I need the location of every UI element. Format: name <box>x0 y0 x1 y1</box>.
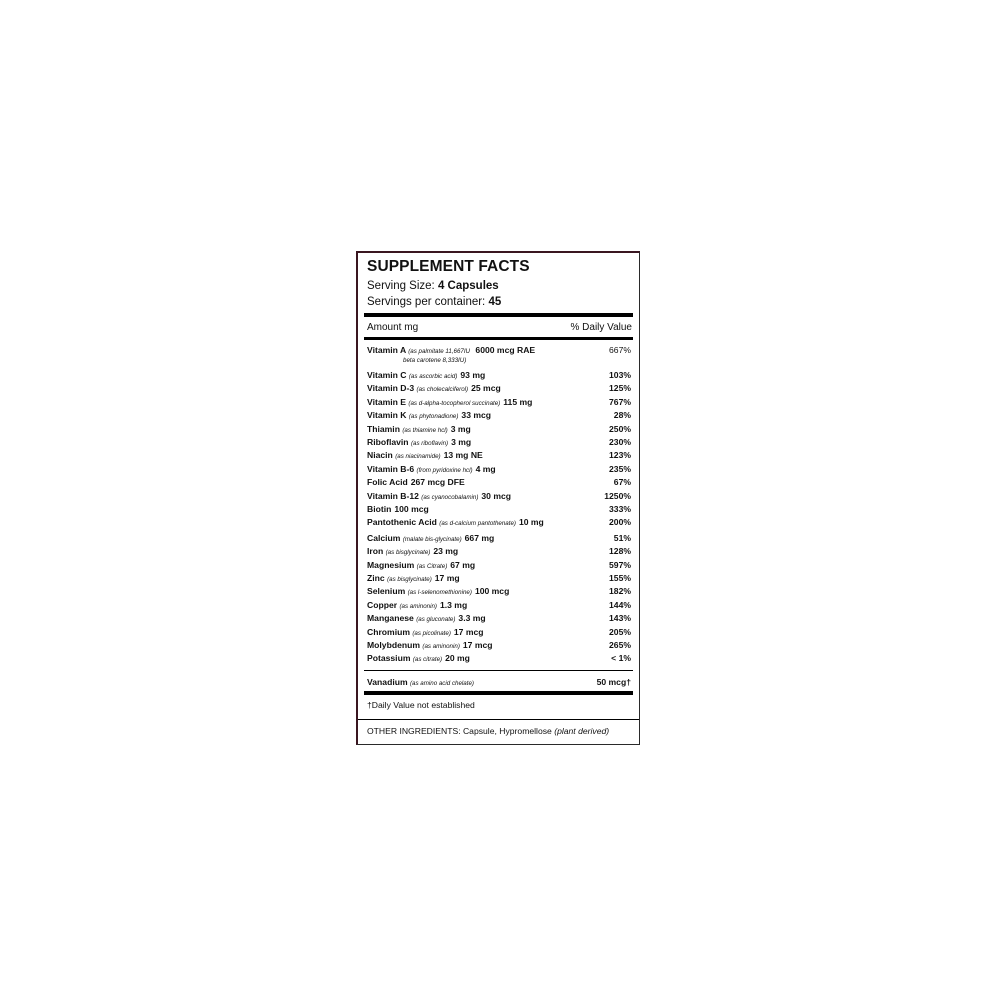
nutrient-source: (as palmitate 11,667IU <box>408 348 471 355</box>
nutrient-name <box>367 463 496 477</box>
nutrient-dv: 128% <box>609 546 631 557</box>
nutrient-row <box>367 490 631 503</box>
nutrient-dv: 205% <box>609 626 631 637</box>
nutrient-amount: 3 mg <box>450 423 471 434</box>
footnote-divider <box>364 691 633 695</box>
nutrient-source: (as gluconate) <box>416 616 456 624</box>
nutrient-dv: 333% <box>609 504 631 514</box>
other-ingredients-note: (plant derived) <box>554 726 610 736</box>
nutrient-name <box>367 516 544 530</box>
nutrient-name <box>367 559 475 573</box>
nutrient-dv: 123% <box>609 450 631 461</box>
nutrient-row <box>367 382 631 395</box>
nutrient-dv: 597% <box>609 559 631 570</box>
nutrient-label: Vitamin A <box>367 345 406 355</box>
nutrient-row <box>367 572 631 585</box>
nutrient-amount: 17 mcg <box>453 626 484 637</box>
nutrient-source: (as d-alpha-tocopherol succinate) <box>408 399 501 407</box>
header-daily-value: % Daily Value <box>570 322 632 333</box>
nutrient-label: Chromium <box>367 626 410 637</box>
nutrient-dv: 28% <box>613 410 631 421</box>
nutrient-amount: 20 mg <box>445 653 470 664</box>
nutrient-dv: 235% <box>609 463 631 474</box>
nutrient-amount: 25 mcg <box>471 383 501 394</box>
nutrient-label: Calcium <box>367 532 401 543</box>
nutrient-row <box>367 639 631 652</box>
nutrient-amount: 93 mg <box>460 370 486 380</box>
nutrient-row <box>367 626 631 639</box>
nutrient-source: (as cholecalciferol) <box>416 386 469 394</box>
nutrient-source: (malate bis-glycinate) <box>402 535 462 543</box>
nutrient-source: (as citrate) <box>412 656 443 664</box>
nutrient-name <box>367 626 484 640</box>
nutrient-row <box>367 503 631 516</box>
nutrient-name <box>367 449 483 463</box>
nutrient-source: (as amino acid chelate) <box>409 680 474 687</box>
nutrient-source: (as Citrate) <box>416 562 448 570</box>
nutrient-row <box>367 545 631 558</box>
nutrient-row <box>367 396 631 409</box>
nutrient-row <box>367 612 631 625</box>
nutrient-dv: 67% <box>613 477 631 488</box>
nutrient-dv: 182% <box>609 586 631 597</box>
nutrient-amount: 33 mcg <box>461 410 492 421</box>
nutrient-dv: 144% <box>609 599 631 610</box>
nutrient-dv: 667% <box>609 345 631 355</box>
nutrient-label: Magnesium <box>367 559 415 570</box>
nutrient-amount: 100 mcg <box>474 586 510 597</box>
nutrient-row <box>367 463 631 476</box>
other-ingredients <box>367 726 609 736</box>
nutrient-source: (as niacinamide) <box>395 453 441 461</box>
nutrient-amount: 23 mg <box>433 546 459 557</box>
nutrient-source: (as ascorbic acid) <box>408 373 458 380</box>
nutrient-row <box>367 599 631 612</box>
nutrient-label: Folic Acid <box>367 477 408 488</box>
serving-size <box>367 280 499 292</box>
nutrient-name <box>367 585 509 599</box>
nutrient-dv: 155% <box>609 573 631 583</box>
nutrient-row <box>367 652 631 665</box>
nutrient-row <box>367 409 631 422</box>
nutrient-label: Riboflavin <box>367 437 409 447</box>
nutrient-name <box>367 476 465 489</box>
nutrient-dv: < 1% <box>611 653 631 664</box>
nutrient-source: (as picolinate) <box>412 629 451 637</box>
nutrient-dv: 103% <box>609 370 631 380</box>
nutrient-name <box>367 382 501 396</box>
nutrient-label: Iron <box>367 546 384 557</box>
nutrient-name <box>367 436 471 450</box>
nutrient-name <box>367 676 474 690</box>
nutrient-name <box>367 545 458 559</box>
nutrient-amount: 267 mcg DFE <box>410 477 465 488</box>
nutrient-row <box>367 585 631 598</box>
nutrient-label: Copper <box>367 599 398 610</box>
nutrient-label: Vitamin B-6 <box>367 463 415 474</box>
servings-label: Servings per container: <box>367 296 486 308</box>
other-ingredients-label: OTHER INGREDIENTS: Capsule, Hypromellose <box>367 726 552 736</box>
nutrient-amount: 67 mg <box>450 559 476 570</box>
nutrient-dv: 250% <box>609 423 631 434</box>
nutrient-source: (as l-selenomethionine) <box>407 589 472 597</box>
nutrient-amount: 30 mcg <box>481 490 512 501</box>
nutrient-source: (as d-calcium pantothenate) <box>439 520 516 528</box>
nutrient-name <box>367 612 486 626</box>
nutrient-source: (as thiamine hcl) <box>402 426 448 434</box>
nutrient-source: (as bisglycinate) <box>387 576 432 583</box>
nutrient-label: Manganese <box>367 613 414 624</box>
nutrient-label: Pantothenic Acid <box>367 517 437 528</box>
servings-value: 45 <box>488 296 502 308</box>
panel-title: SUPPLEMENT FACTS <box>367 258 530 275</box>
serving-size-label: Serving Size: <box>367 280 435 292</box>
nutrient-dv: 1250% <box>604 490 631 501</box>
nutrient-amount: 10 mg <box>518 517 544 528</box>
nutrient-label: Vitamin K <box>367 410 407 421</box>
nutrient-label: Selenium <box>367 586 406 597</box>
nutrient-dv: 125% <box>609 383 631 394</box>
nutrient-dv: 143% <box>609 613 631 624</box>
nutrient-source: (as riboflavin) <box>410 440 449 447</box>
header-divider <box>364 337 633 340</box>
nutrient-name <box>367 369 485 383</box>
nutrient-row <box>367 436 631 449</box>
nutrient-source: (as cyanocobalamin) <box>421 493 479 501</box>
nutrient-label: Zinc <box>367 573 385 583</box>
nutrient-label: Vanadium <box>367 677 408 687</box>
footnote: †Daily Value not established <box>367 700 475 710</box>
nutrient-source: (as aminonin) <box>422 643 460 650</box>
nutrient-name <box>367 344 535 358</box>
nutrient-label: Thiamin <box>367 423 400 434</box>
nutrient-amount: 13 mg NE <box>443 450 483 461</box>
nutrient-amount: 3.3 mg <box>458 613 486 624</box>
servings-per-container <box>367 296 501 308</box>
nutrient-dv: 265% <box>609 640 631 650</box>
nutrient-label: Biotin <box>367 504 392 514</box>
vanadium-divider <box>364 670 633 671</box>
nutrient-row <box>367 423 631 436</box>
nutrient-amount: 4 mg <box>475 463 496 474</box>
nutrient-dv: 51% <box>613 532 631 543</box>
nutrient-name <box>367 532 494 546</box>
nutrient-label: Molybdenum <box>367 640 420 650</box>
nutrient-amount: 50 mcg† <box>596 677 631 687</box>
nutrient-amount: 6000 mcg RAE <box>475 345 536 355</box>
nutrient-name <box>367 423 471 437</box>
nutrient-dv: 767% <box>609 396 631 407</box>
nutrient-name <box>367 639 493 653</box>
nutrient-label: Vitamin E <box>367 396 407 407</box>
nutrient-source: (as aminonin) <box>399 602 437 610</box>
nutrient-amount: 3 mg <box>451 437 472 447</box>
nutrient-amount: 17 mcg <box>462 640 493 650</box>
nutrient-row <box>367 516 631 529</box>
nutrient-name <box>367 490 511 504</box>
thick-divider <box>364 313 633 317</box>
supplement-facts-panel <box>356 251 640 745</box>
vitamin-a-subline: beta carotene 8,333IU) <box>403 357 467 364</box>
nutrient-name <box>367 599 467 613</box>
nutrient-row <box>367 476 631 489</box>
nutrient-name <box>367 652 470 666</box>
nutrient-amount: 115 mg <box>503 396 533 407</box>
nutrient-dv: 200% <box>609 517 631 528</box>
nutrient-amount: 17 mg <box>434 573 460 583</box>
nutrient-amount: 667 mg <box>464 532 495 543</box>
nutrient-name <box>367 396 532 410</box>
nutrient-label: Potassium <box>367 653 411 664</box>
nutrient-source: (as phytonadione) <box>408 413 459 421</box>
nutrient-row <box>367 559 631 572</box>
nutrient-name <box>367 572 460 586</box>
serving-size-value: 4 Capsules <box>437 280 499 292</box>
nutrient-label: Vitamin C <box>367 370 407 380</box>
nutrient-dv: 230% <box>609 437 631 447</box>
nutrient-row <box>367 369 631 382</box>
nutrient-source: (as bisglycinate) <box>385 549 431 557</box>
nutrient-name <box>367 409 491 423</box>
nutrient-row-vanadium <box>367 676 631 689</box>
ingredients-divider <box>358 719 639 720</box>
nutrient-amount: 1.3 mg <box>439 599 468 610</box>
nutrient-label: Vitamin D-3 <box>367 383 415 394</box>
nutrient-name <box>367 503 429 516</box>
nutrient-label: Vitamin B-12 <box>367 490 419 501</box>
nutrient-row-vitamin-a <box>367 344 631 357</box>
header-amount: Amount mg <box>367 322 419 333</box>
nutrient-amount: 100 mcg <box>394 504 429 514</box>
nutrient-row <box>367 532 631 545</box>
nutrient-row <box>367 449 631 462</box>
nutrient-label: Niacin <box>367 450 393 461</box>
nutrient-source: (from pyridoxine hcl) <box>416 466 473 474</box>
